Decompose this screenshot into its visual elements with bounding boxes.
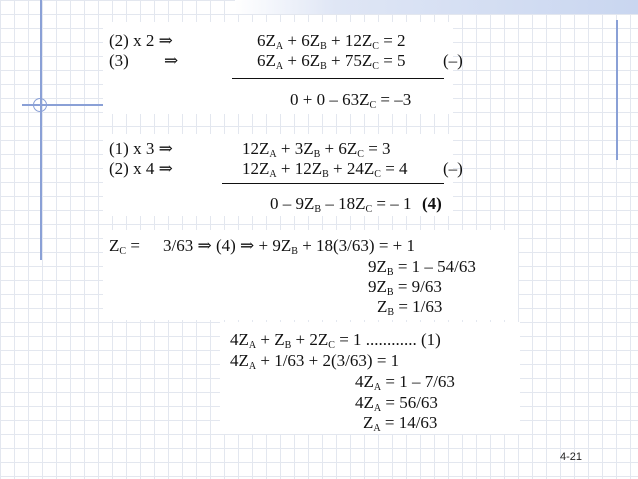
block2-row2-note: (–) — [443, 159, 463, 178]
block3-line2: $9Z_B = 1 - 54/63$ — [368, 257, 476, 278]
block3-line3: $9Z_B = 9/63$ — [368, 277, 442, 298]
block3-zc-label: $Z_C$ = — [109, 236, 140, 257]
block2-row2-equation: $12Z_A + 12Z_B + 24Z_C = 4$ — [242, 159, 408, 180]
block4-line3: $4Z_A = 1 - 7/63$ — [355, 372, 455, 393]
right-vertical-accent — [616, 20, 618, 160]
block3-line1: 3/63 ⇒ (4) ⇒ + $9Z_B + 18(3/63)$ = + 1 — [163, 236, 415, 257]
top-decorative-band — [235, 0, 638, 14]
block1-rule — [232, 78, 444, 79]
left-vertical-accent — [40, 0, 42, 260]
block4-line4: $4Z_A = 56/63$ — [355, 393, 438, 414]
block1-row1-equation: $6Z_A + 6Z_B + 12Z_C = 2$ — [257, 31, 406, 52]
block2-result: $0 - 9Z_B - 18Z_C$ = – 1 — [270, 194, 412, 215]
block3-line4: $Z_B = 1/63$ — [377, 297, 443, 318]
block1-row2-note: (–) — [443, 51, 463, 70]
block4-line5: $Z_A = 14/63$ — [363, 413, 438, 434]
block2-row2-label: (2) x 4 ⇒ — [109, 159, 173, 178]
block1-row2-label: (3) — [109, 51, 129, 70]
block2-rule — [222, 183, 444, 184]
block1-row2-arrow: ⇒ — [164, 51, 179, 70]
page-number: 4-21 — [560, 451, 583, 463]
block1-row1-label: (2) x 2 ⇒ — [109, 31, 173, 50]
block2-row1-equation: $12Z_A + 3Z_B + 6Z_C = 3$ — [242, 139, 391, 160]
accent-circle — [33, 98, 47, 112]
block1-result: $0 + 0 - 63Z_C = -3$ — [290, 90, 412, 111]
block4-line1: $4Z_A + Z_B + 2Z_C = 1$ ............ (1) — [230, 330, 441, 351]
block4-line2: $4Z_A + 1/63 + 2(3/63) = 1$ — [230, 351, 400, 372]
block1-row2-equation: $6Z_A + 6Z_B + 75Z_C = 5$ — [257, 51, 406, 72]
block2-result-tag: (4) — [422, 194, 442, 213]
block2-row1-label: (1) x 3 ⇒ — [109, 139, 173, 158]
